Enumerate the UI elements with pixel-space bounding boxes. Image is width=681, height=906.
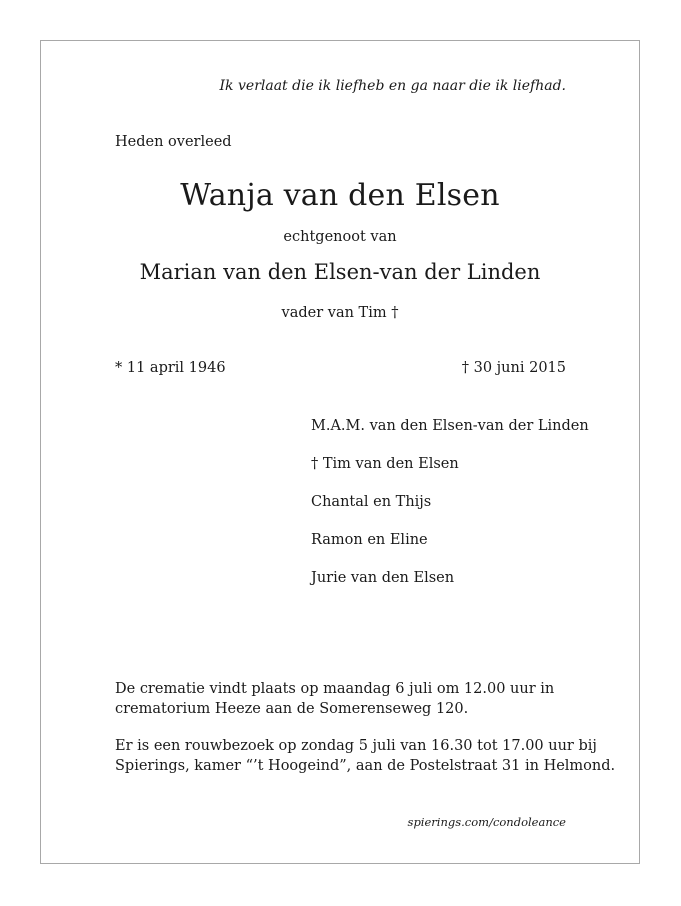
family-member: Chantal en Thijs [311, 494, 432, 510]
death-notice-card [40, 40, 640, 864]
deceased-name: Wanja van den Elsen [180, 178, 500, 213]
visitation-line: Spierings, kamer “’t Hoogeind”, aan de Postelstraat 31 in Helmond. [115, 757, 616, 774]
death-date: † 30 juni 2015 [461, 360, 566, 376]
cremation-line: crematorium Heeze aan de Somerenseweg 120. [115, 700, 469, 717]
birth-date: * 11 april 1946 [115, 360, 226, 376]
cremation-paragraph [115, 680, 575, 719]
relation-text: echtgenoot van [283, 229, 397, 245]
intro-text: Heden overleed [115, 134, 232, 150]
condolence-website: spierings.com/condoleance [407, 815, 566, 829]
cremation-line: De crematie vindt plaats op maandag 6 juli om 12.00 uur in [115, 681, 555, 697]
family-member: Ramon en Eline [311, 532, 428, 548]
spouse-name: Marian van den Elsen-van der Linden [139, 260, 541, 284]
visitation-line: Er is een rouwbezoek op zondag 5 juli van 16.30 tot 17.00 uur bij [115, 738, 597, 754]
family-list [311, 417, 589, 607]
visitation-paragraph [115, 737, 616, 776]
motto-quote: Ik verlaat die ik liefheb en ga naar die ik liefhad. [219, 78, 566, 94]
family-member: M.A.M. van den Elsen-van der Linden [311, 418, 589, 434]
father-of-text: vader van Tim † [281, 305, 399, 321]
family-member: † Tim van den Elsen [311, 456, 459, 472]
family-member: Jurie van den Elsen [311, 570, 455, 586]
